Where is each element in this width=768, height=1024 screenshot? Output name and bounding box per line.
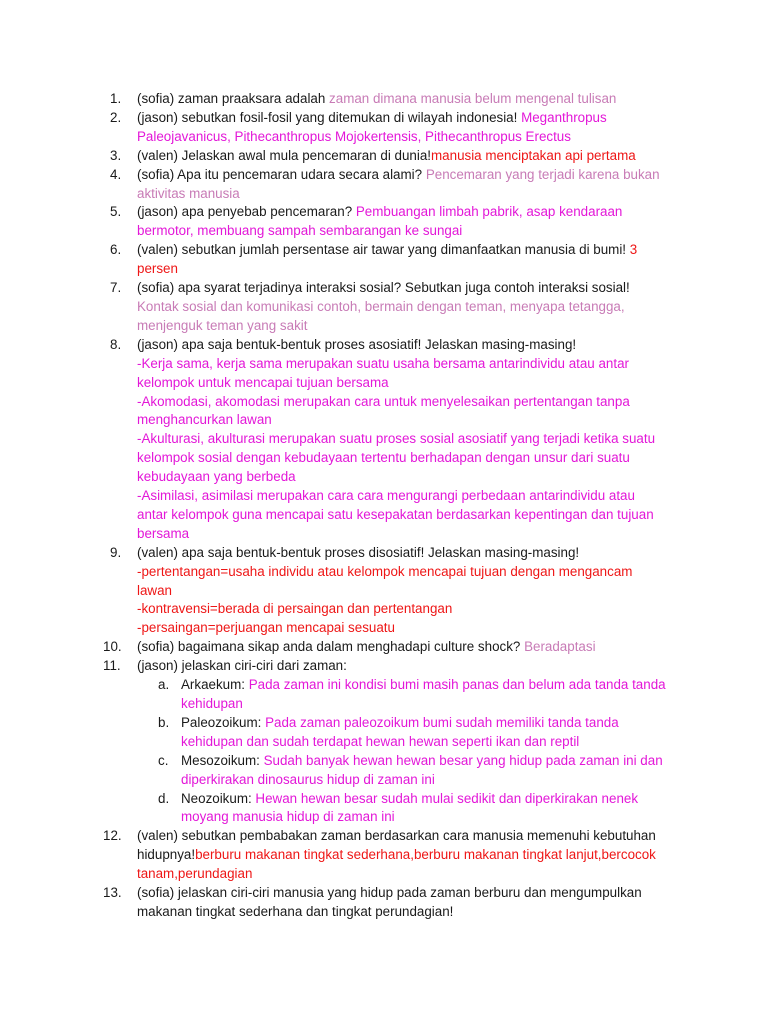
item-number: 9. xyxy=(110,544,122,560)
answer-text: Hewan hewan besar sudah mulai sedikit dan diperkirakan nenek moyang manusia hidup di zaman ini xyxy=(181,790,639,825)
question-text: (jason) apa saja bentuk-bentuk proses asosiatif! Jelaskan masing-masing! xyxy=(137,336,577,352)
item-number: 4. xyxy=(110,166,122,182)
question-text: (valen) Jelaskan awal mula pencemaran di dunia! xyxy=(137,147,432,163)
item-number: 11. xyxy=(103,658,121,674)
answer-text: Pencemaran yang terjadi karena bukan aktivitas manusia xyxy=(137,166,660,201)
list-item xyxy=(0,241,768,279)
question-text: (sofia) apa syarat terjadinya interaksi sosial? Sebutkan juga contoh interaksi sosial! xyxy=(137,280,630,296)
sub-item-letter: a. xyxy=(158,677,170,693)
sub-item-letter: b. xyxy=(158,714,170,730)
question-text: (jason) sebutkan fosil-fosil yang ditemukan di wilayah indonesia! xyxy=(137,109,522,125)
question-text: (valen) apa saja bentuk-bentuk proses disosiatif! Jelaskan masing-masing! xyxy=(137,544,580,560)
sub-item-letter: c. xyxy=(158,752,169,768)
answer-line: -kontravensi=berada di persaingan dan pertentangan xyxy=(137,601,453,617)
sub-list-item xyxy=(0,790,768,828)
answer-text: Pada zaman paleozoikum bumi sudah memiliki tanda tanda kehidupan dan sudah terdapat hewan hewan seperti ikan dan reptil xyxy=(181,714,619,749)
item-number: 1. xyxy=(110,91,122,106)
sub-item-label: Arkaekum: xyxy=(181,677,249,693)
item-number: 2. xyxy=(110,109,122,125)
answer-line: -Kerja sama, kerja sama merupakan suatu usaha bersama antarindividu atau antar kelompok untuk mencapai tujuan bersama xyxy=(137,355,630,390)
list-item xyxy=(0,544,768,639)
answer-text: Beradaptasi xyxy=(524,639,596,655)
answer-line: -persaingan=perjuangan mencapai sesuatu xyxy=(137,620,395,636)
item-number: 12. xyxy=(103,828,122,844)
sub-item-letter: d. xyxy=(158,790,170,806)
answer-text: Meganthropus Paleojavanicus, Pithecanthropus Mojokertensis, Pithecanthropus Erectus xyxy=(137,109,607,144)
answer-text: berburu makanan tingkat sederhana,berburu makanan tingkat lanjut,bercocok tanam,perundagian xyxy=(137,847,656,882)
item-number: 3. xyxy=(110,147,122,163)
answer-text: Pembuangan limbah pabrik, asap kendaraan bermotor, membuang sampah sembarangan ke sungai xyxy=(137,204,623,239)
item-number: 8. xyxy=(110,336,122,352)
list-item xyxy=(0,827,768,884)
sub-list-item xyxy=(0,714,768,752)
answer-text: Pada zaman ini kondisi bumi masih panas dan belum ada tanda tanda kehidupan xyxy=(181,677,666,711)
list-item xyxy=(0,203,768,241)
list-item xyxy=(0,109,768,147)
answer-text: Sudah banyak hewan hewan besar yang hidup pada zaman ini dan diperkirakan dinosaurus hidup di zaman ini xyxy=(181,752,663,787)
question-text: (sofia) Apa itu pencemaran udara secara alami? xyxy=(137,166,426,182)
list-item xyxy=(0,147,768,166)
sub-list-item xyxy=(0,752,768,790)
answer-text: zaman dimana manusia belum mengenal tulisan xyxy=(329,91,617,106)
sub-item-label: Mesozoikum: xyxy=(181,752,264,768)
list-item xyxy=(0,90,768,109)
item-number: 10. xyxy=(103,639,122,655)
question-text: (jason) apa penyebab pencemaran? xyxy=(137,204,356,220)
question-text: (jason) jelaskan ciri-ciri dari zaman: xyxy=(137,658,347,674)
question-text: (sofia) bagaimana sikap anda dalam menghadapi culture shock? xyxy=(137,639,525,655)
sub-item-label: Paleozoikum: xyxy=(181,714,266,730)
question-text: (sofia) jelaskan ciri-ciri manusia yang hidup pada zaman berburu dan mengumpulkan makanan tingkat sederhana dan tingkat perundagian! xyxy=(137,885,642,919)
list-item xyxy=(0,638,768,657)
question-text: (sofia) zaman praaksara adalah xyxy=(137,91,330,106)
answer-text: 3 persen xyxy=(137,242,638,277)
item-number: 13. xyxy=(103,885,122,901)
answer-line: -pertentangan=usaha individu atau kelompok mencapai tujuan dengan mengancam lawan xyxy=(137,563,633,598)
item-number: 5. xyxy=(110,204,122,220)
item-number: 6. xyxy=(110,242,122,258)
list-item xyxy=(0,657,768,676)
sub-list-item xyxy=(0,676,768,714)
answer-line: -Akulturasi, akulturasi merupakan suatu proses sosial asosiatif yang terjadi ketika suatu kelompok sosial dengan kebudayaan tertentu berhadapan dengan unsur dari suatu kebudayaan yang berbeda xyxy=(137,431,656,485)
answer-line: -Asimilasi, asimilasi merupakan cara cara mengurangi perbedaan antarindividu atau antar kelompok guna mencapai satu kesepakatan berdasarkan kepentingan dan tujuan bersama xyxy=(137,488,654,541)
answer-line: -Akomodasi, akomodasi merupakan cara untuk menyelesaikan pertentangan tanpa menghancurkan lawan xyxy=(137,393,630,428)
list-item xyxy=(0,884,768,922)
document-page xyxy=(0,90,768,922)
question-text: (valen) sebutkan jumlah persentase air tawar yang dimanfaatkan manusia di bumi! xyxy=(137,242,630,258)
question-text: (valen) sebutkan pembabakan zaman berdasarkan cara manusia memenuhi kebutuhan hidupnya! xyxy=(137,828,656,863)
sub-item-label: Neozoikum: xyxy=(181,790,256,806)
list-item xyxy=(0,166,768,204)
answer-text: Kontak sosial dan komunikasi contoh, bermain dengan teman, menyapa tetangga, menjenguk teman yang sakit xyxy=(137,298,625,333)
list-item xyxy=(0,279,768,336)
list-item xyxy=(0,336,768,544)
answer-text: manusia menciptakan api pertama xyxy=(431,147,636,163)
item-number: 7. xyxy=(110,280,122,296)
